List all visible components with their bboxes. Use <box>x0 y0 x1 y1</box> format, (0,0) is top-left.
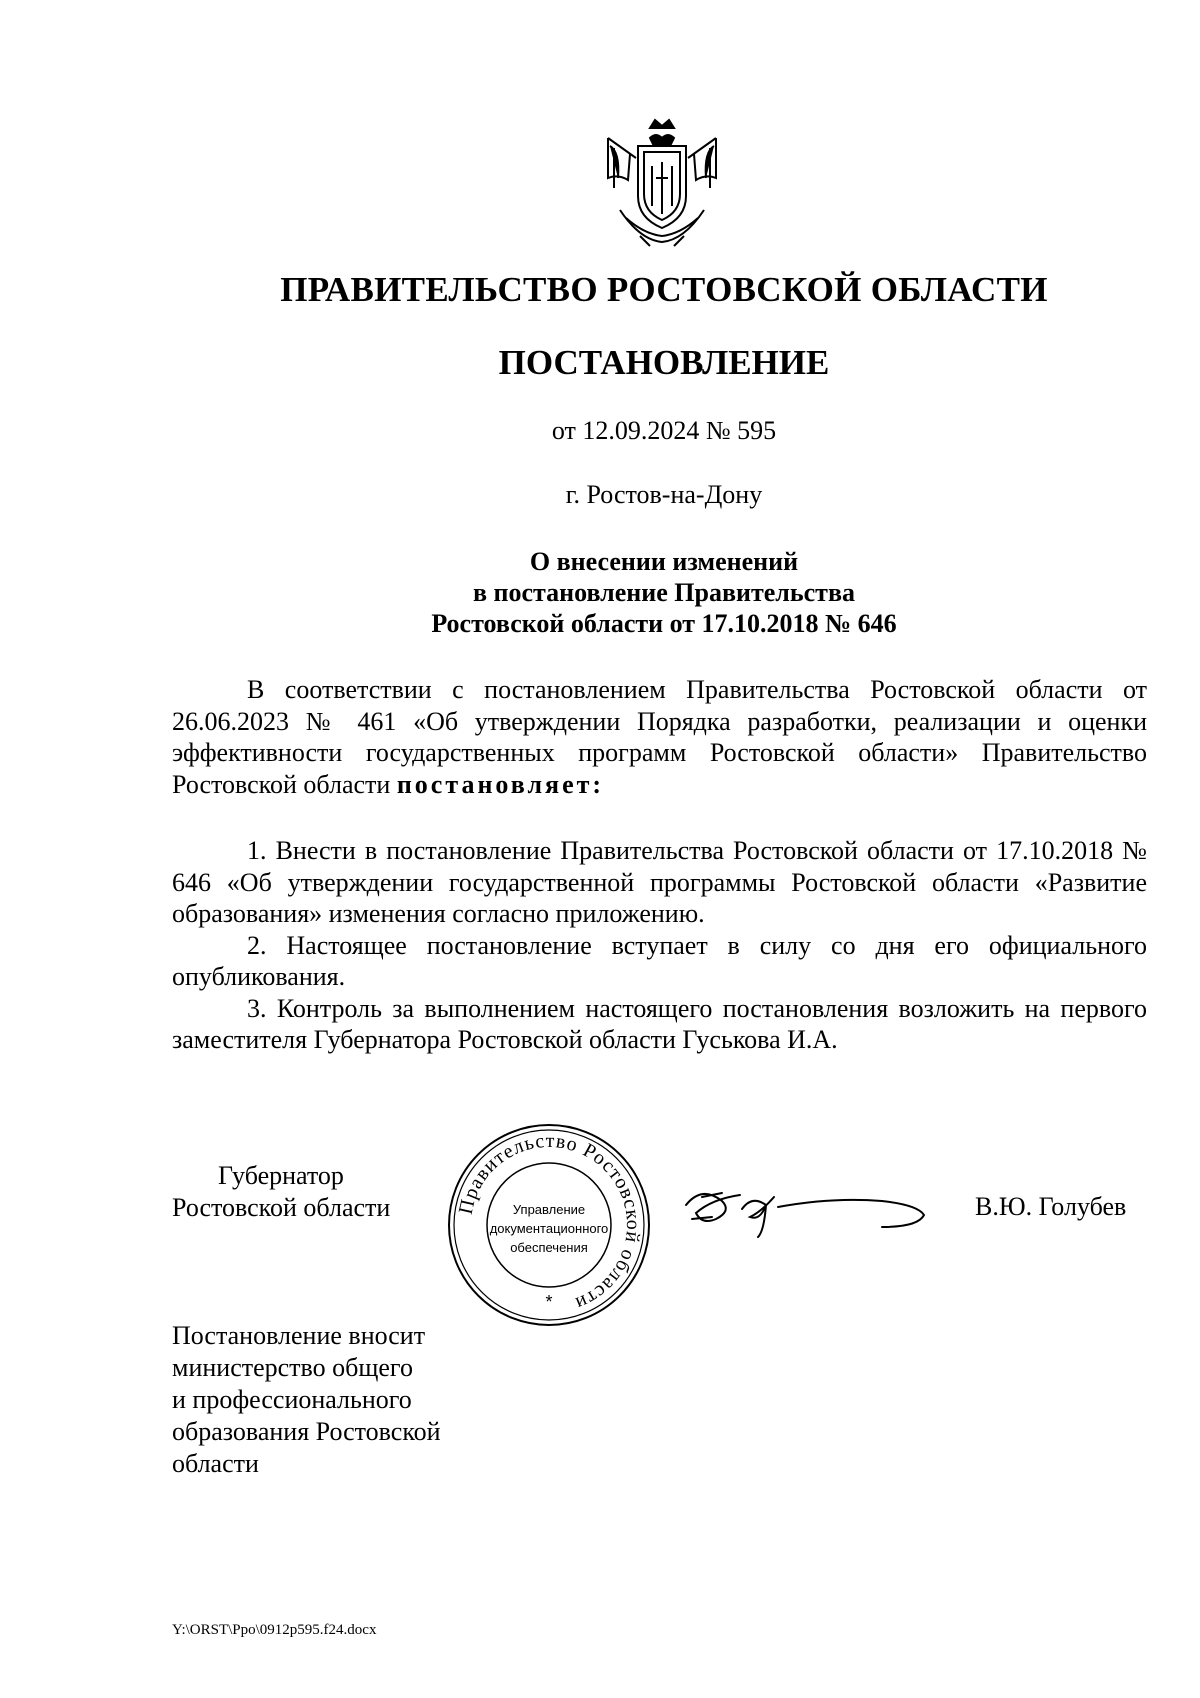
introducing-ministry <box>172 1320 492 1480</box>
coat-of-arms-icon <box>600 118 724 248</box>
document-subject <box>0 546 1200 639</box>
official-stamp <box>444 1120 654 1330</box>
introducer-line: области <box>172 1449 259 1478</box>
subject-line: Ростовской области от 17.10.2018 № 646 <box>431 609 897 638</box>
signatory-title-line: Губернатор <box>218 1161 344 1190</box>
stamp-center-line: документационного <box>489 1221 609 1236</box>
document-date-number: от 12.09.2024 № 595 <box>551 416 777 445</box>
subject-line: в постановление Правительства <box>472 578 855 607</box>
signatory-name: В.Ю. Голубев <box>975 1192 1127 1221</box>
stamp-star: * <box>545 1292 553 1312</box>
introducer-line: Постановление вносит <box>172 1321 426 1350</box>
signatory-title <box>172 1160 390 1224</box>
subject-line: О внесении изменений <box>529 547 799 576</box>
introducer-line: и профессионального <box>172 1385 412 1414</box>
resolution-item: 3. Контроль за выполнением настоящего постановления возложить на первого заместителя Губернатора Ростовской области Гуськова И.А. <box>172 993 1147 1054</box>
stamp-center-line: обеспечения <box>510 1240 588 1255</box>
stamp-ring-text: Правительство Ростовской области <box>454 1129 645 1315</box>
signatory-title-line: Ростовской области <box>172 1193 391 1222</box>
introducer-line: министерство общего <box>172 1353 413 1382</box>
stamp-center-line: Управление <box>512 1202 586 1217</box>
introducer-line: образования Ростовской <box>172 1417 441 1446</box>
preamble-text: В соответствии с постановлением Правительства Ростовской области от 26.06.2023 № 461 «Об утверждении Порядка разработки, реализации и оценки эффективности государственных программ Ростовской области» Правительство Ростовской области <box>172 675 1147 799</box>
handwritten-signature <box>682 1175 932 1245</box>
preamble-paragraph <box>172 674 1147 800</box>
resolution-items <box>172 835 1147 1056</box>
file-path-footer: Y:\ORST\Ppo\0912p595.f24.docx <box>172 1622 377 1638</box>
government-name: ПРАВИТЕЛЬСТВО РОСТОВСКОЙ ОБЛАСТИ <box>280 270 1048 309</box>
document-type: ПОСТАНОВЛЕНИЕ <box>498 343 830 382</box>
preamble-emphasis: постановляет: <box>396 769 605 799</box>
resolution-item: 1. Внести в постановление Правительства Ростовской области от 17.10.2018 № 646 «Об утверждении государственной программы Ростовской области «Развитие образования» изменения согласно приложению. <box>172 836 1147 928</box>
document-city: г. Ростов-на-Дону <box>565 480 763 509</box>
resolution-item: 2. Настоящее постановление вступает в силу со дня его официального опубликования. <box>172 930 1147 991</box>
